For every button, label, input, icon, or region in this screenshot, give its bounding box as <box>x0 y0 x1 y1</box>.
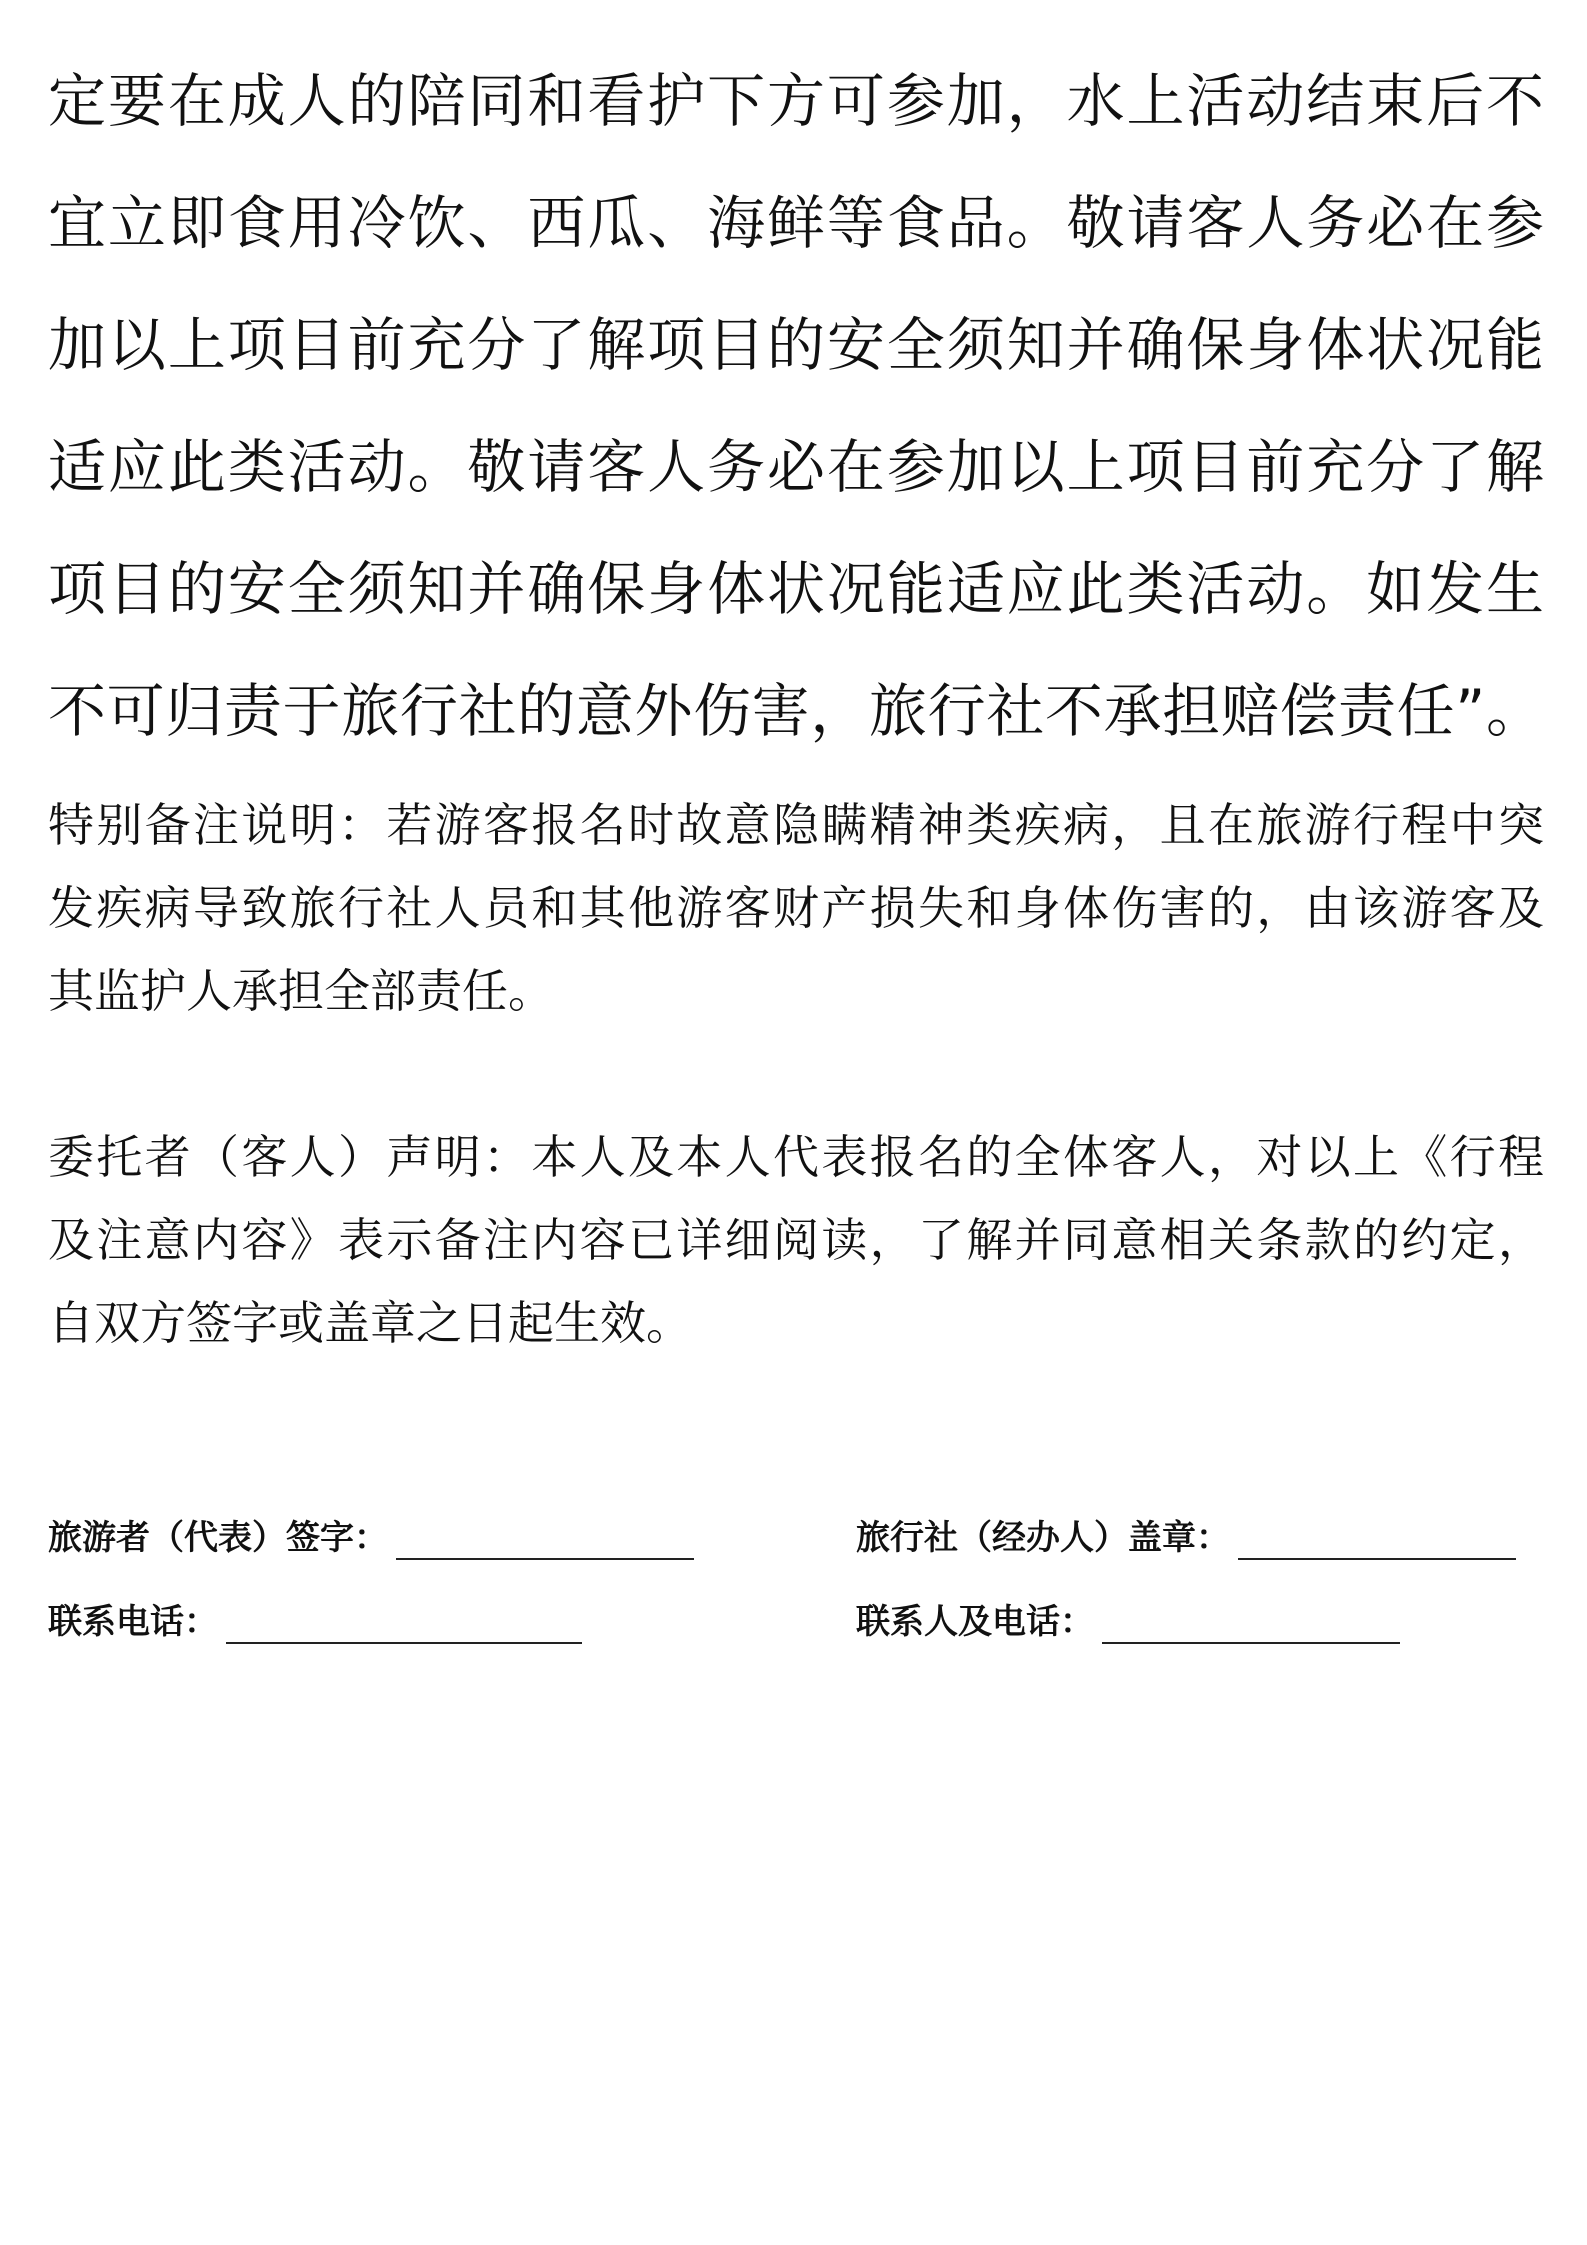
special-note-line-3: 其监护人承担全部责任。 <box>48 964 554 1018</box>
agency-stamp-line[interactable] <box>1238 1524 1516 1560</box>
safety-line-2: 宜立即食用冷饮、西瓜、海鲜等食品。敬请客人务必在参 <box>48 189 1544 257</box>
safety-paragraph <box>48 40 1544 772</box>
safety-line-4: 适应此类活动。敬请客人务必在参加以上项目前充分了解 <box>48 433 1544 501</box>
safety-line-6: 不可归责于旅行社的意外伤害，旅行社不承担赔偿责任”。 <box>48 677 1544 745</box>
agency-stamp-field <box>856 1516 1516 1560</box>
special-note-paragraph <box>48 784 1544 1033</box>
client-statement-line-2: 及注意内容》表示备注内容已详细阅读，了解并同意相关条款的约定， <box>48 1213 1544 1267</box>
phone-label: 联系电话： <box>48 1602 218 1642</box>
contact-field <box>856 1600 1400 1644</box>
agency-stamp-label: 旅行社（经办人）盖章： <box>856 1518 1230 1558</box>
traveler-signature-label: 旅游者（代表）签字： <box>48 1518 388 1558</box>
client-statement-line-3: 自双方签字或盖章之日起生效。 <box>48 1296 692 1350</box>
special-note-line-1: 特别备注说明：若游客报名时故意隐瞒精神类疾病，且在旅游行程中突 <box>48 798 1544 852</box>
contact-line[interactable] <box>1102 1608 1400 1644</box>
safety-line-3: 加以上项目前充分了解项目的安全须知并确保身体状况能 <box>48 311 1544 379</box>
client-statement-paragraph <box>48 1116 1544 1365</box>
phone-field <box>48 1600 582 1644</box>
contact-label: 联系人及电话： <box>856 1602 1094 1642</box>
phone-line[interactable] <box>226 1608 582 1644</box>
special-note-line-2: 发疾病导致旅行社人员和其他游客财产损失和身体伤害的，由该游客及 <box>48 881 1544 935</box>
safety-line-1: 定要在成人的陪同和看护下方可参加，水上活动结束后不 <box>48 67 1544 135</box>
safety-line-5: 项目的安全须知并确保身体状况能适应此类活动。如发生 <box>48 555 1544 623</box>
traveler-signature-field <box>48 1516 694 1560</box>
client-statement-line-1: 委托者（客人）声明：本人及本人代表报名的全体客人，对以上《行程 <box>48 1130 1544 1184</box>
traveler-signature-line[interactable] <box>396 1524 694 1560</box>
